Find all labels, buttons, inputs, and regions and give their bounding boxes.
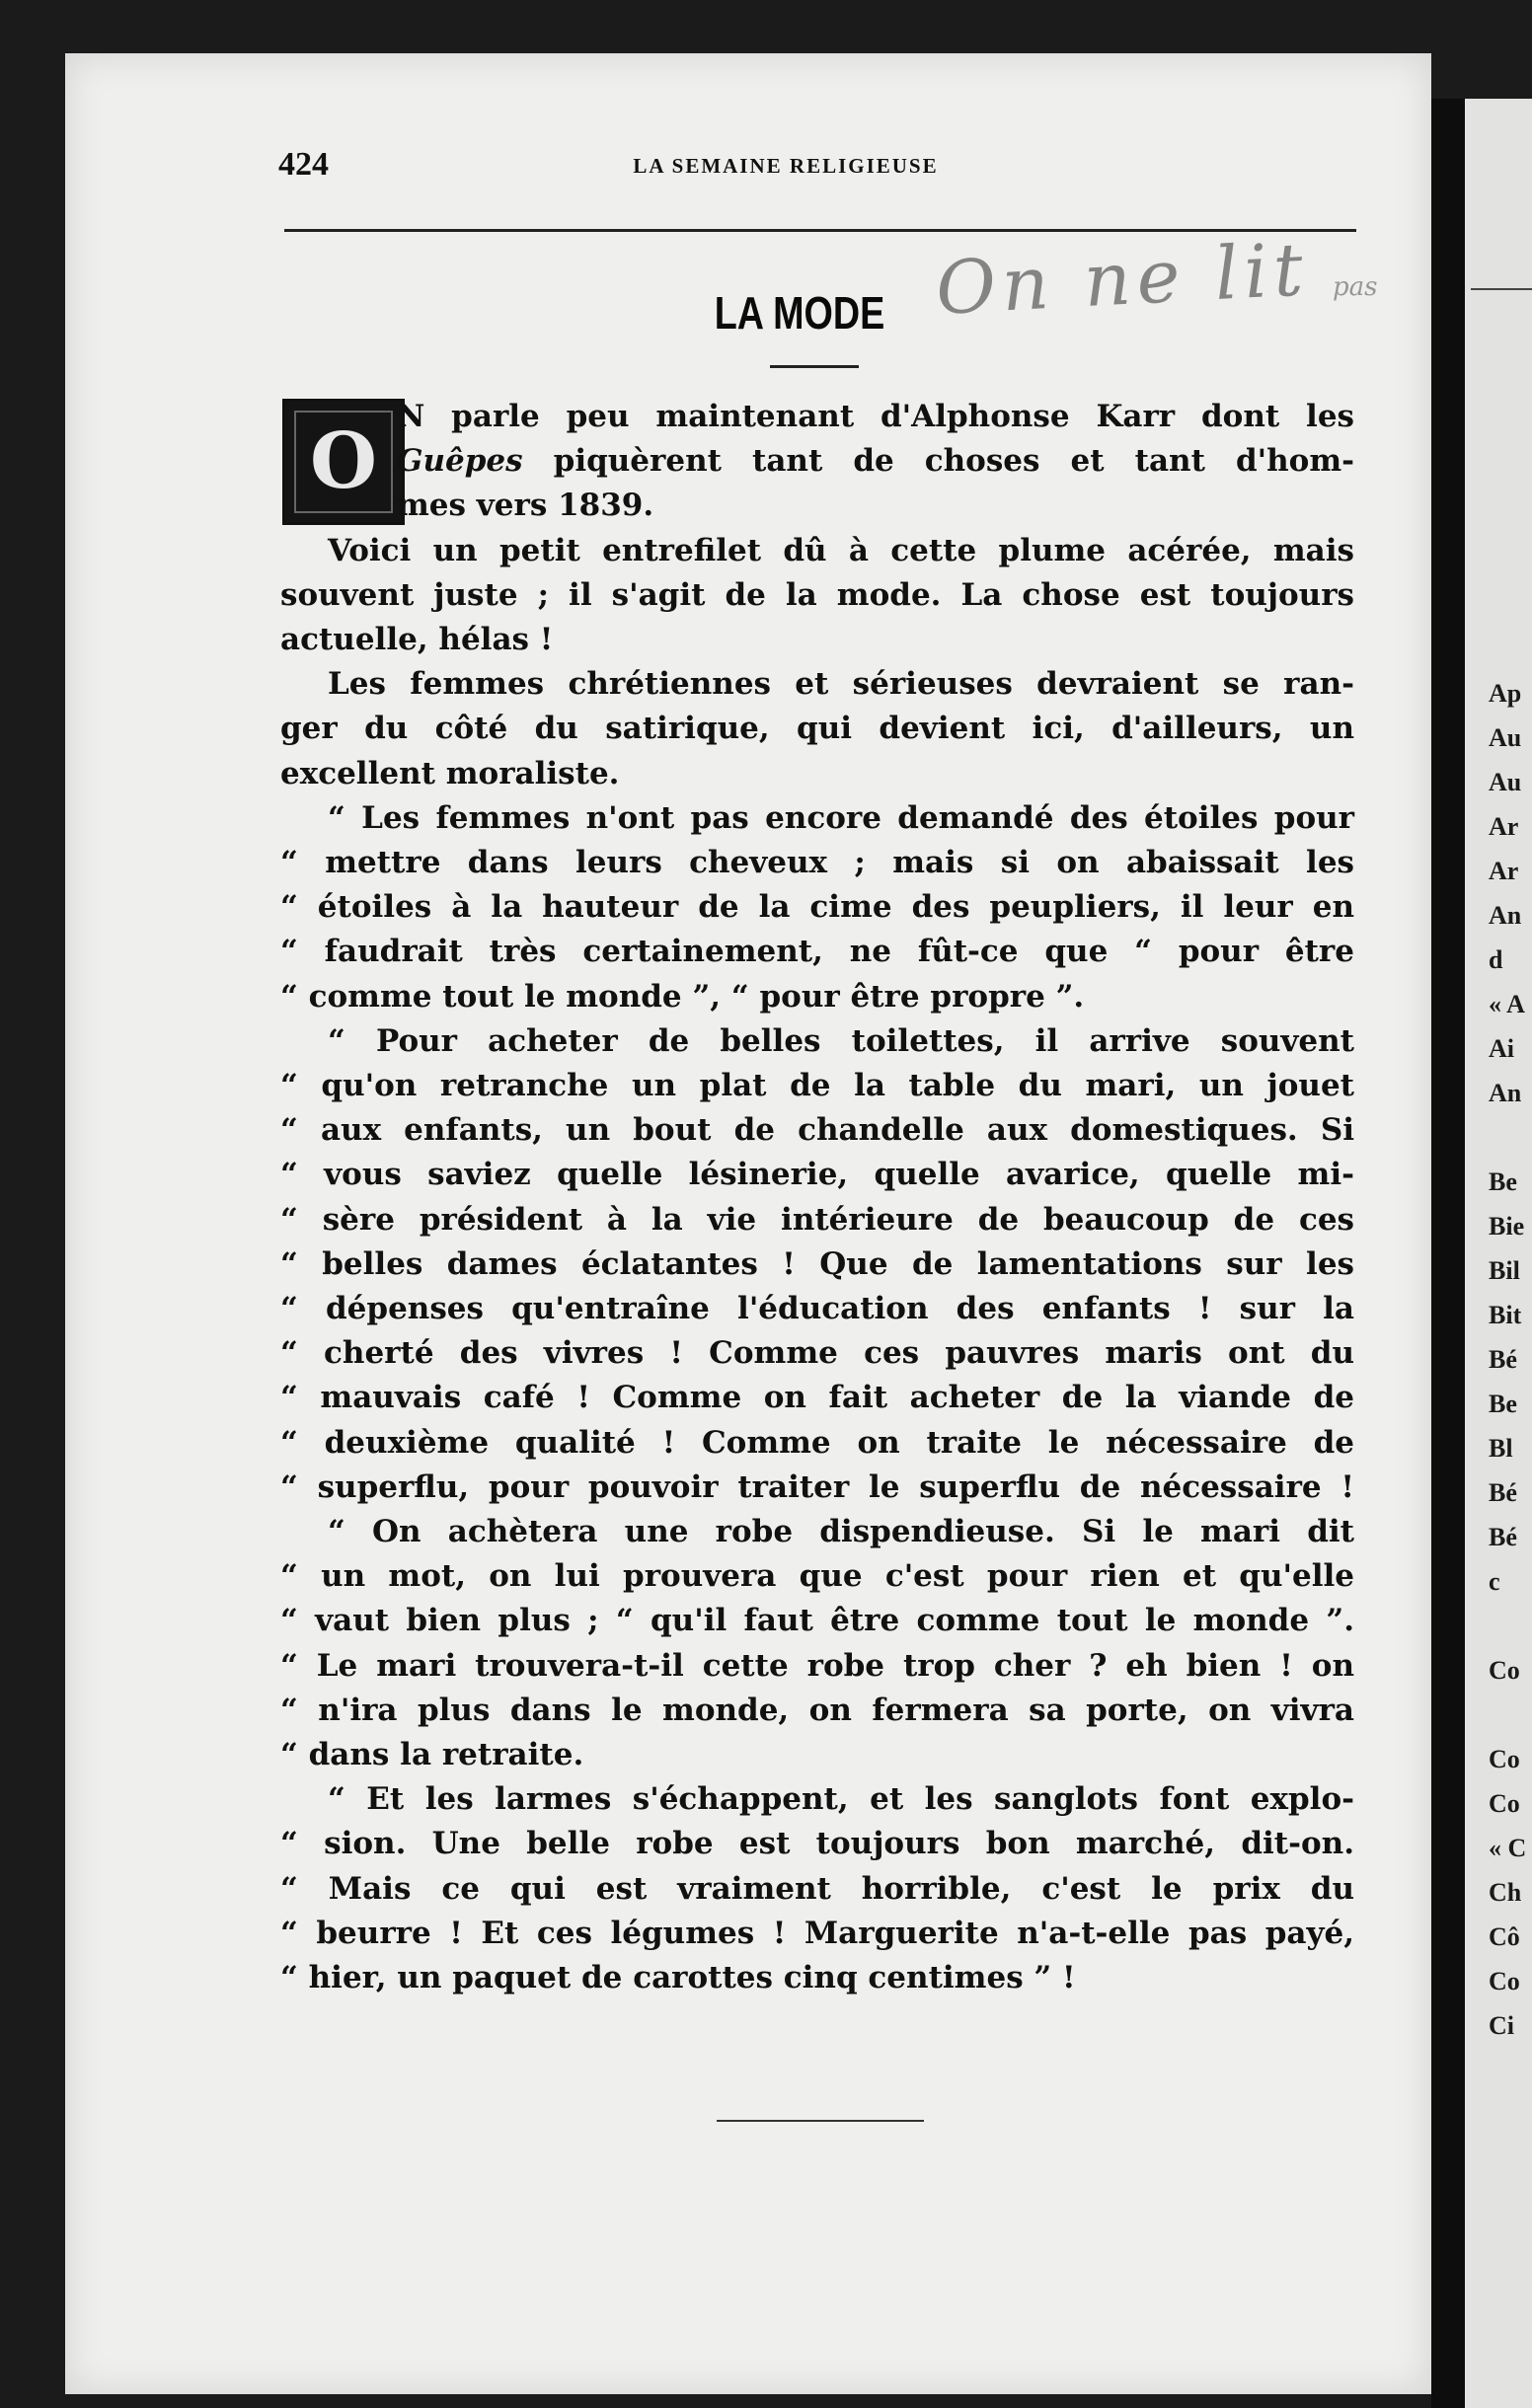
facing-page-fragment: « A — [1489, 990, 1525, 1018]
title-rule — [770, 365, 859, 368]
text-line: “ comme tout le monde ”, “ pour être propre ”. — [280, 978, 1085, 1015]
text-line: “ vaut bien plus ; “ qu'il faut être comme tout le monde ”. — [280, 1603, 1354, 1639]
facing-page-fragment: d — [1489, 945, 1503, 974]
text-line: excellent moraliste. — [280, 755, 620, 791]
text-line: “ cherté des vivres ! Comme ces pauvres maris ont du — [280, 1335, 1354, 1372]
facing-page-fragment: Bé — [1489, 1523, 1517, 1551]
ornamental-dropcap — [282, 399, 405, 525]
facing-page-fragment: Ar — [1489, 857, 1519, 885]
text-line: N parle peu maintenant d'Alphonse Karr dont les — [397, 399, 1354, 434]
header-rule — [284, 229, 1356, 232]
handwritten-annotation-2: pas — [1333, 272, 1378, 302]
facing-page-fragment: Ci — [1489, 2011, 1514, 2040]
facing-page-fragment: Au — [1489, 768, 1522, 796]
facing-page-fragment — [1489, 1115, 1532, 1160]
facing-page-index-fragments — [1489, 671, 1532, 2048]
facing-page-fragment: « C — [1489, 1834, 1527, 1862]
page-header — [213, 146, 1358, 186]
text-line — [397, 443, 1354, 479]
handwritten-annotation: On ne lit — [934, 227, 1311, 332]
text-line: “ Pour acheter de belles toilettes, il arrive souvent — [328, 1022, 1354, 1059]
text-line: “ dépenses qu'entraîne l'éducation des enfants ! sur la — [280, 1291, 1354, 1326]
facing-page-fragment: Co — [1489, 1745, 1520, 1773]
text-line: souvent juste ; il s'agit de la mode. La chose est toujours — [280, 576, 1354, 613]
text-line: actuelle, hélas ! — [280, 622, 554, 657]
facing-page-fragment: Ap — [1489, 679, 1522, 708]
dropcap-frame — [294, 411, 393, 513]
running-title: LA SEMAINE RELIGIEUSE — [633, 154, 939, 178]
text-line: ger du côté du satirique, qui devient ici, d'ailleurs, un — [280, 711, 1354, 747]
text-line: “ Et les larmes s'échappent, et les sanglots font explo- — [328, 1781, 1354, 1818]
facing-page-fragment: Co — [1489, 1789, 1520, 1818]
facing-page-rule — [1471, 288, 1532, 290]
text-line: “ Mais ce qui est vraiment horrible, c'est le prix du — [280, 1870, 1354, 1907]
text-line: “ sère président à la vie intérieure de beaucoup de ces — [280, 1201, 1354, 1238]
facing-page-fragment: Bl — [1489, 1434, 1513, 1463]
facing-page-fragment: Cô — [1489, 1922, 1520, 1951]
text-line: Les femmes chrétiennes et sérieuses devraient se ran- — [328, 666, 1354, 703]
facing-page-fragment: Bil — [1489, 1256, 1520, 1285]
facing-page-fragment — [1489, 1693, 1532, 1737]
text-line: “ hier, un paquet de carottes cinq centimes ” ! — [280, 1960, 1076, 1995]
facing-page-fragment: c — [1489, 1567, 1500, 1596]
text-line: “ belles dames éclatantes ! Que de lamentations sur les — [280, 1245, 1354, 1282]
text-line: “ un mot, on lui prouvera que c'est pour rien et qu'elle — [280, 1558, 1354, 1595]
facing-page-fragment: Be — [1489, 1167, 1517, 1196]
facing-page-fragment: Au — [1489, 723, 1522, 752]
facing-page-edge — [1465, 99, 1532, 2408]
facing-page-fragment — [1489, 1604, 1532, 1648]
text-line: “ qu'on retranche un plat de la table du mari, un jouet — [280, 1068, 1354, 1103]
binding-gutter — [1431, 99, 1465, 2408]
text-line: “ aux enfants, un bout de chandelle aux domestiques. Si — [280, 1112, 1354, 1149]
facing-page-fragment: Ai — [1489, 1034, 1514, 1063]
article-title: LA MODE — [714, 287, 885, 339]
facing-page-fragment: An — [1489, 901, 1522, 930]
text-line: “ beurre ! Et ces légumes ! Marguerite n'a-t-elle pas payé, — [280, 1915, 1354, 1951]
end-rule — [717, 2120, 924, 2122]
text-line: “ mettre dans leurs cheveux ; mais si on abaissait les — [280, 845, 1354, 880]
facing-page-fragment: Bit — [1489, 1301, 1522, 1329]
text-line: “ Le mari trouvera-t-il cette robe trop cher ? eh bien ! on — [280, 1647, 1354, 1684]
italic-title: Guêpes — [397, 443, 523, 480]
facing-page-fragment: Be — [1489, 1390, 1517, 1418]
facing-page-fragment: Bé — [1489, 1345, 1517, 1374]
text-line: “ étoiles à la hauteur de la cime des peupliers, il leur en — [280, 889, 1354, 926]
text-line: Voici un petit entrefilet dû à cette plume acérée, mais — [328, 532, 1354, 568]
text-line: “ dans la retraite. — [280, 1737, 584, 1772]
text-run: piquèrent tant de choses et tant d'hom- — [522, 443, 1354, 480]
dropcap-letter: O — [310, 416, 377, 506]
facing-page-fragment: An — [1489, 1079, 1522, 1107]
text-line: “ On achètera une robe dispendieuse. Si le mari dit — [328, 1514, 1354, 1549]
text-line: “ mauvais café ! Comme on fait acheter de la viande de — [280, 1380, 1354, 1416]
text-line: “ n'ira plus dans le monde, on fermera sa porte, on vivra — [280, 1692, 1354, 1728]
text-line: “ superflu, pour pouvoir traiter le superflu de nécessaire ! — [280, 1468, 1354, 1505]
facing-page-fragment: Ar — [1489, 812, 1519, 841]
facing-page-fragment: Bie — [1489, 1212, 1525, 1241]
text-line: “ sion. Une belle robe est toujours bon marché, dit-on. — [280, 1826, 1354, 1862]
page-number: 424 — [278, 146, 329, 183]
text-line: “ Les femmes n'ont pas encore demandé des étoiles pour — [328, 799, 1354, 836]
facing-page-fragment: Co — [1489, 1656, 1520, 1685]
text-line: mes vers 1839. — [397, 488, 654, 524]
facing-page-fragment: Bé — [1489, 1478, 1517, 1507]
facing-page-fragment: Ch — [1489, 1878, 1522, 1907]
text-line: “ faudrait très certainement, ne fût-ce que “ pour être — [280, 934, 1354, 970]
text-line: “ deuxième qualité ! Comme on traite le nécessaire de — [280, 1424, 1354, 1461]
facing-page-fragment: Co — [1489, 1967, 1520, 1995]
text-line: “ vous saviez quelle lésinerie, quelle avarice, quelle mi- — [280, 1157, 1354, 1193]
